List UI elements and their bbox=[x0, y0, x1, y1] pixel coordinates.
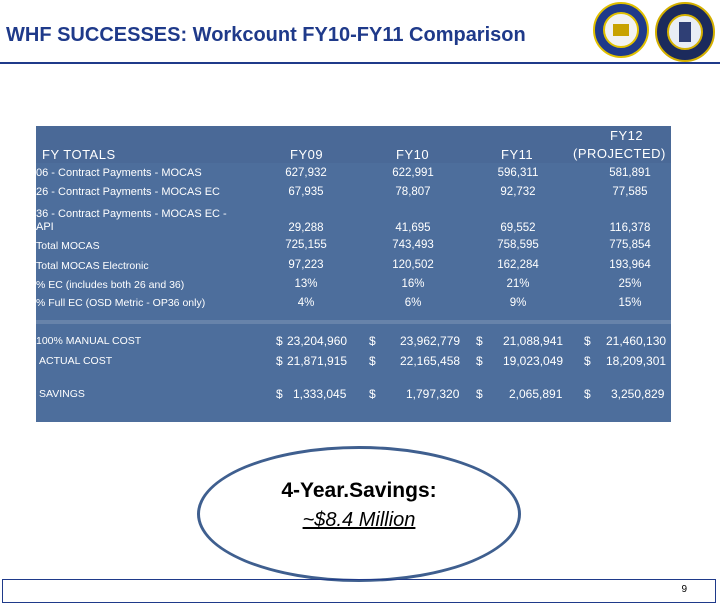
cell: 6% bbox=[404, 297, 422, 309]
currency-symbol: $ bbox=[276, 354, 283, 368]
header-fy12: FY12 bbox=[610, 128, 644, 143]
cell: 596,311 bbox=[497, 167, 539, 179]
cell: 41,695 bbox=[395, 222, 431, 234]
header-fy-totals: FY TOTALS bbox=[42, 147, 116, 162]
cell: 16% bbox=[401, 278, 425, 290]
cell: 21% bbox=[506, 278, 530, 290]
cell: 1,333,045 bbox=[293, 387, 347, 401]
currency-symbol: $ bbox=[584, 334, 591, 348]
cell: 2,065,891 bbox=[509, 387, 563, 401]
callout-amount: ~$8.4 Million bbox=[302, 509, 416, 531]
dfas-seal-icon bbox=[593, 2, 649, 58]
cell: 21,088,941 bbox=[503, 334, 564, 348]
row-label: ACTUAL COST bbox=[39, 355, 113, 367]
cell: 581,891 bbox=[609, 167, 651, 179]
workcount-table bbox=[36, 126, 671, 422]
cell: 21,871,915 bbox=[287, 354, 348, 368]
section-divider bbox=[36, 320, 671, 324]
footer-bar bbox=[2, 579, 716, 603]
slide-title: WHF SUCCESSES: Workcount FY10-FY11 Comparison bbox=[6, 24, 526, 46]
currency-symbol: $ bbox=[584, 354, 591, 368]
header-fy10: FY10 bbox=[396, 147, 430, 162]
cell: 9% bbox=[509, 297, 527, 309]
cell: 13% bbox=[294, 278, 318, 290]
row-label: 36 - Contract Payments - MOCAS EC - bbox=[36, 208, 227, 220]
cell: 622,991 bbox=[392, 167, 434, 179]
cell: 22,165,458 bbox=[400, 354, 461, 368]
currency-symbol: $ bbox=[584, 387, 591, 401]
savings-callout bbox=[197, 446, 521, 582]
currency-symbol: $ bbox=[369, 354, 376, 368]
cell: 162,284 bbox=[497, 259, 539, 271]
row-label: Total MOCAS bbox=[36, 240, 100, 252]
cell: 25% bbox=[618, 278, 642, 290]
cell: 3,250,829 bbox=[611, 387, 665, 401]
currency-symbol: $ bbox=[276, 334, 283, 348]
cell: 92,732 bbox=[500, 186, 536, 198]
cell: 29,288 bbox=[288, 222, 324, 234]
cell: 775,854 bbox=[609, 239, 651, 251]
currency-symbol: $ bbox=[476, 354, 483, 368]
cell: 116,378 bbox=[609, 222, 651, 234]
cell: 743,493 bbox=[392, 239, 434, 251]
row-label-cont: API bbox=[36, 221, 54, 233]
row-label: Total MOCAS Electronic bbox=[36, 260, 149, 272]
currency-symbol: $ bbox=[476, 334, 483, 348]
currency-symbol: $ bbox=[476, 387, 483, 401]
cell: 18,209,301 bbox=[606, 354, 667, 368]
cell: 627,932 bbox=[285, 167, 327, 179]
header-fy09: FY09 bbox=[290, 147, 324, 162]
cell: 77,585 bbox=[612, 186, 648, 198]
row-label: % Full EC (OSD Metric - OP36 only) bbox=[36, 297, 206, 309]
cell: 23,962,779 bbox=[400, 334, 461, 348]
cell: 725,155 bbox=[285, 239, 327, 251]
cell: 78,807 bbox=[395, 186, 431, 198]
callout-heading: 4-Year.Savings: bbox=[281, 479, 437, 502]
cell: 21,460,130 bbox=[606, 334, 667, 348]
currency-symbol: $ bbox=[369, 387, 376, 401]
row-label: 26 - Contract Payments - MOCAS EC bbox=[36, 186, 220, 198]
currency-symbol: $ bbox=[369, 334, 376, 348]
cell: 193,964 bbox=[609, 259, 651, 271]
cell: 67,935 bbox=[288, 186, 324, 198]
cell: 69,552 bbox=[500, 222, 536, 234]
cell: 758,595 bbox=[497, 239, 539, 251]
cell: 120,502 bbox=[392, 259, 434, 271]
row-label: % EC (includes both 26 and 36) bbox=[36, 279, 185, 291]
row-label: 06 - Contract Payments - MOCAS bbox=[36, 167, 202, 179]
header-fy12-projected: (PROJECTED) bbox=[573, 146, 666, 161]
header-fy11: FY11 bbox=[501, 147, 534, 162]
currency-symbol: $ bbox=[276, 387, 283, 401]
title-divider bbox=[0, 62, 720, 64]
cell: 15% bbox=[618, 297, 642, 309]
navy-seal-icon bbox=[655, 2, 715, 62]
row-label: 100% MANUAL COST bbox=[36, 335, 142, 347]
page-number: 9 bbox=[681, 584, 687, 595]
cell: 1,797,320 bbox=[406, 387, 460, 401]
row-label: SAVINGS bbox=[39, 388, 85, 400]
cell: 97,223 bbox=[288, 259, 324, 271]
cell: 19,023,049 bbox=[503, 354, 564, 368]
cell: 23,204,960 bbox=[287, 334, 348, 348]
cell: 4% bbox=[297, 297, 315, 309]
